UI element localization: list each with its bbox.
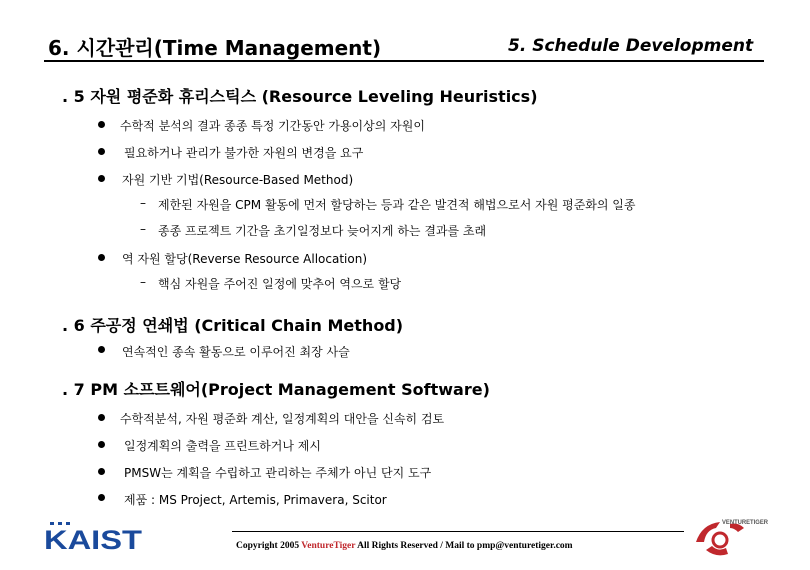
venturetiger-logo <box>692 510 772 560</box>
bullet-dot <box>98 346 105 353</box>
copyright-brand: VentureTiger <box>301 541 356 551</box>
page-title: 6. 시간관리(Time Management) <box>48 36 382 60</box>
bullet-dot <box>98 494 105 501</box>
kaist-logo <box>44 522 144 554</box>
section-heading-resource-leveling: . 5 자원 평준화 휴리스틱스 (Resource Leveling Heuristics) <box>62 87 538 106</box>
bullet-item: 수학적 분석의 결과 종종 특정 기간동안 가용이상의 자원이 <box>120 119 425 133</box>
copyright-text <box>236 541 573 551</box>
bullet-item: 연속적인 종속 활동으로 이루어진 최장 사슬 <box>122 345 350 359</box>
bullet-dot <box>98 468 105 475</box>
bullet-item: 제품 : MS Project, Artemis, Primavera, Scitor <box>124 493 387 507</box>
bullet-dot <box>98 441 105 448</box>
bullet-item: 수학적분석, 자원 평준화 계산, 일정계획의 대안을 신속히 검토 <box>120 412 445 426</box>
bullet-item: 역 자원 할당(Reverse Resource Allocation) <box>122 252 368 266</box>
bullet-item: 일정계획의 출력을 프린트하거나 제시 <box>124 439 321 453</box>
sub-bullet-item: 핵심 자원을 주어진 일정에 맞추어 역으로 할당 <box>158 277 402 291</box>
bullet-dot <box>98 121 105 128</box>
section-heading-pm-software: . 7 PM 소프트웨어(Project Management Software) <box>62 380 490 399</box>
bullet-dot <box>98 175 105 182</box>
sub-bullet-item: 제한된 자원을 CPM 활동에 먼저 할당하는 등과 같은 발견적 해법으로서 자원 평준화의 일종 <box>158 198 636 212</box>
footer-divider <box>232 531 684 532</box>
bullet-dot <box>98 414 105 421</box>
copyright-suffix: All Rights Reserved / Mail to pmp@venturetiger.com <box>355 541 573 551</box>
copyright-prefix: Copyright 2005 <box>236 541 302 551</box>
kaist-logo-text: KAIST <box>44 525 143 554</box>
bullet-dot <box>98 148 105 155</box>
header-divider <box>44 60 764 62</box>
bullet-dot <box>98 254 105 261</box>
venturetiger-logo-text: VENTURETIGER <box>722 520 769 526</box>
section-heading-critical-chain: . 6 주공정 연쇄법 (Critical Chain Method) <box>62 316 404 335</box>
bullet-item: 필요하거나 관리가 불가한 자원의 변경을 요구 <box>124 146 364 160</box>
bullet-item: 자원 기반 기법(Resource-Based Method) <box>122 173 354 187</box>
dash-marker: – <box>140 275 146 289</box>
dash-marker: – <box>140 196 146 210</box>
dash-marker: – <box>140 222 146 236</box>
sub-bullet-item: 종종 프로젝트 기간을 초기일정보다 늦어지게 하는 결과를 초래 <box>158 224 487 238</box>
page-subtitle: 5. Schedule Development <box>508 36 754 56</box>
bullet-item: PMSW는 계획을 수립하고 관리하는 주체가 아닌 단지 도구 <box>124 466 432 480</box>
